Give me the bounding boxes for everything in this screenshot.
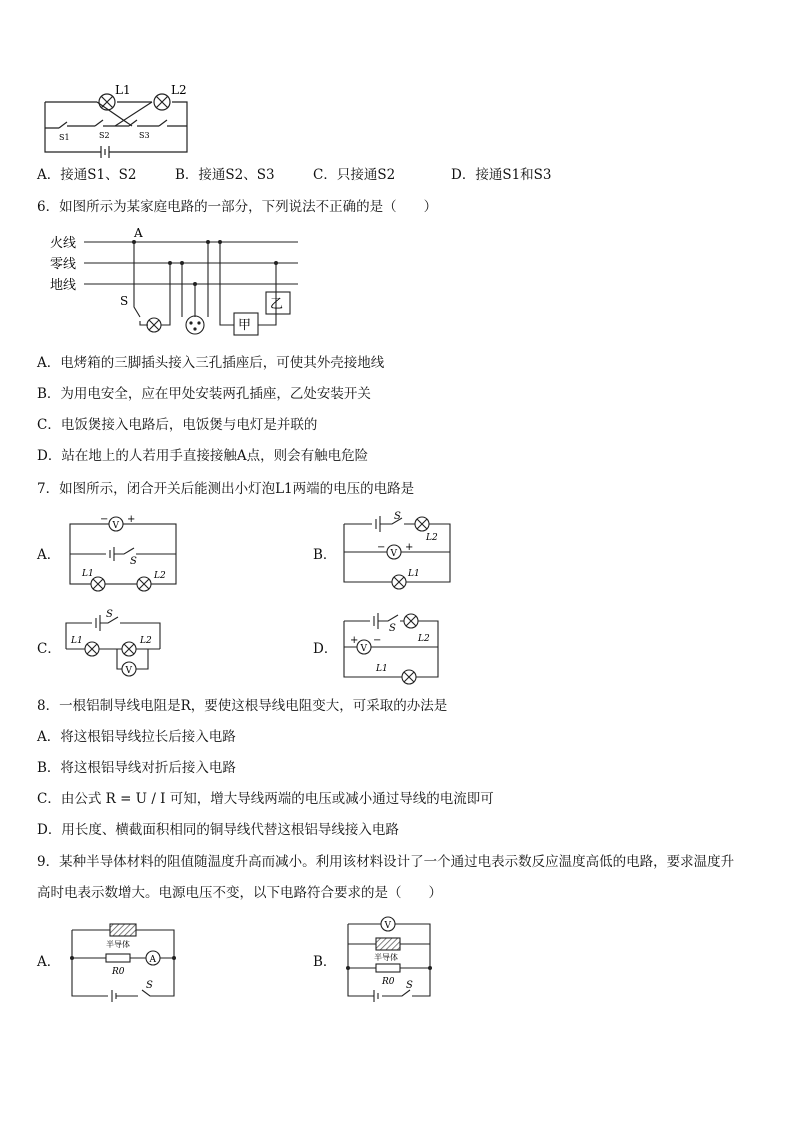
q8-option-b: B．将这根铝导线对折后接入电路 [37, 760, 236, 776]
q7d-minus: − [373, 635, 382, 646]
q9b-voltmeter: V [384, 921, 391, 931]
q7a-voltmeter: V [112, 521, 119, 531]
q6-switch-label: S [120, 294, 129, 308]
q5-s3-label: S3 [139, 131, 150, 140]
q7b-voltmeter: V [390, 549, 397, 559]
q5-s2-label: S2 [99, 131, 110, 140]
q7-option-d-letter: D． [313, 641, 338, 657]
q6-live-wire-label: 火线 [50, 236, 77, 251]
q5-option-c: C．只接通S2 [313, 167, 396, 183]
q7-option-a-letter: A． [37, 547, 61, 563]
q7d-plus: + [350, 635, 359, 646]
q9-option-a-circuit [66, 920, 176, 1000]
q9b-r0-label: R0 [382, 977, 395, 987]
q7d-l2: L2 [418, 634, 430, 644]
q9-stem-line1: 9．某种半导体材料的阻值随温度升高而减小。利用该材料设计了一个通过电表示数反应温度高低的电路，要求温度升 [37, 854, 735, 870]
q8-stem: 8．一根铝制导线电阻是R，要使这根导线电阻变大，可采取的办法是 [37, 698, 448, 714]
q7a-plus: + [127, 514, 136, 525]
q6-option-c: C．电饭煲接入电路后，电饭煲与电灯是并联的 [37, 417, 318, 433]
q9a-ammeter: A [149, 955, 156, 965]
q6-yi-label: 乙 [270, 297, 284, 312]
q7-option-a-circuit [66, 514, 181, 594]
q9a-semiconductor-label: 半导体 [106, 940, 130, 949]
q6-household-circuit-figure [48, 225, 308, 340]
q7d-switch: S [389, 623, 396, 634]
q6-option-a: A．电烤箱的三脚插头接入三孔插座后，可使其外壳接地线 [37, 355, 385, 371]
q7-option-b-letter: B． [313, 547, 337, 563]
q9-option-b-letter: B． [313, 954, 337, 970]
q7-stem: 7．如图所示，闭合开关后能测出小灯泡L1两端的电压的电路是 [37, 481, 415, 497]
q8-option-d: D．用长度、横截面积相同的铜导线代替这根铝导线接入电路 [37, 822, 399, 838]
q7-option-d-circuit [340, 607, 445, 687]
q5-option-d: D．接通S1和S3 [451, 167, 552, 183]
q7-option-c-letter: C． [37, 641, 61, 657]
q5-circuit-figure [37, 80, 197, 160]
q8-option-a: A．将这根铝导线拉长后接入电路 [37, 729, 236, 745]
q7b-plus: + [405, 542, 414, 553]
q7d-voltmeter: V [360, 644, 367, 654]
q5-option-b: B．接通S2、S3 [175, 167, 275, 183]
q7c-voltmeter: V [125, 666, 132, 676]
q5-option-a: A．接通S1、S2 [37, 167, 137, 183]
q7b-l1: L1 [408, 569, 420, 579]
q7a-switch: S [130, 556, 137, 567]
q7a-l2: L2 [154, 571, 166, 581]
q6-option-b: B．为用电安全，应在甲处安装两孔插座，乙处安装开关 [37, 386, 371, 402]
q6-ground-wire-label: 地线 [50, 278, 77, 293]
q6-neutral-wire-label: 零线 [50, 257, 77, 272]
q9a-switch: S [146, 980, 153, 991]
q5-l1-label: L1 [115, 83, 131, 97]
q7b-switch: S [394, 511, 401, 522]
q7a-l1: L1 [82, 569, 94, 579]
q7c-l2: L2 [140, 636, 152, 646]
q7-option-b-circuit [340, 512, 455, 594]
q5-s1-label: S1 [59, 133, 70, 142]
q6-stem: 6．如图所示为某家庭电路的一部分，下列说法不正确的是（ ） [37, 199, 438, 215]
q7c-switch: S [106, 609, 113, 620]
q8-option-c: C．由公式 R = U / I 可知，增大导线两端的电压或减小通过导线的电流即可 [37, 791, 494, 807]
q6-jia-label: 甲 [238, 318, 252, 333]
q6-point-a-label: A [134, 226, 143, 240]
q6-option-d: D．站在地上的人若用手直接接触A点，则会有触电危险 [37, 448, 369, 464]
q9b-semiconductor-label: 半导体 [374, 953, 398, 962]
q9-stem-line2: 高时电表示数增大。电源电压不变，以下电路符合要求的是（ ） [37, 885, 442, 901]
q7-option-c-circuit [62, 609, 167, 685]
q7b-minus: − [377, 542, 386, 553]
q9b-switch: S [406, 980, 413, 991]
q7d-l1: L1 [376, 664, 388, 674]
q7b-l2: L2 [426, 533, 438, 543]
q9a-r0-label: R0 [112, 967, 125, 977]
q9-option-b-circuit [344, 912, 434, 1002]
q5-l2-label: L2 [171, 83, 187, 97]
q7c-l1: L1 [71, 636, 83, 646]
q9-option-a-letter: A． [37, 954, 61, 970]
q7a-minus: − [100, 514, 109, 525]
